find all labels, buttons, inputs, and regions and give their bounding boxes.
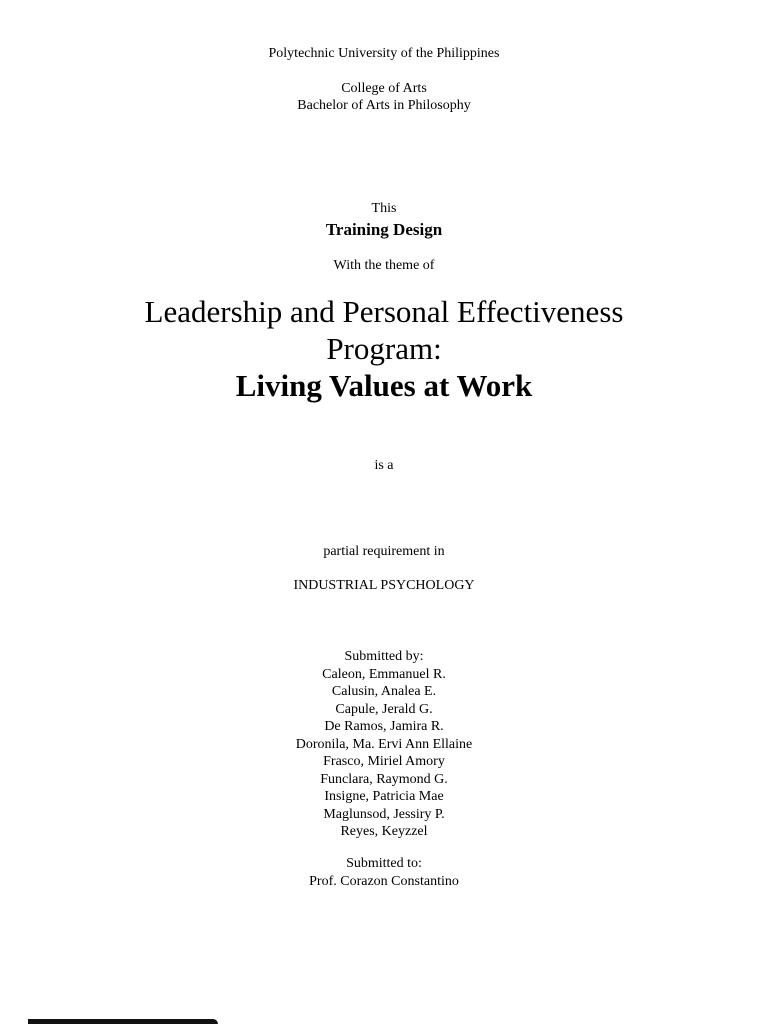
- page-edge-mark: [28, 1019, 218, 1024]
- submitter-name: Doronila, Ma. Ervi Ann Ellaine: [295, 736, 473, 752]
- submitter-name: Calusin, Analea E.: [331, 684, 437, 699]
- course-name: INDUSTRIAL PSYCHOLOGY: [293, 578, 475, 593]
- theme-lead: With the theme of: [333, 258, 435, 273]
- program-name: Bachelor of Arts in Philosophy: [297, 98, 471, 113]
- submitter-name: Capule, Jerald G.: [335, 701, 433, 717]
- college-name: College of Arts: [341, 81, 427, 96]
- document-title-line-2: Program:: [326, 331, 442, 366]
- submitter-name: Maglunsod, Jessiry P.: [323, 806, 445, 822]
- submitter-name: Frasco, Miriel Amory: [323, 754, 445, 769]
- partial-requirement-text: partial requirement in: [323, 544, 445, 559]
- submitter-name: Insigne, Patricia Mae: [324, 789, 444, 804]
- training-design-label: Training Design: [325, 220, 443, 239]
- submitter-name: Funclara, Raymond G.: [320, 771, 448, 787]
- intro-this: This: [371, 201, 397, 216]
- submitted-by-block: [0, 648, 768, 841]
- submitter-name: Reyes, Keyzzel: [340, 824, 428, 839]
- professor-name: Prof. Corazon Constantino: [309, 874, 459, 889]
- document-subtitle: Living Values at Work: [235, 368, 533, 403]
- university-name: Polytechnic University of the Philippines: [268, 46, 500, 61]
- document-title-line-1: Leadership and Personal Effectiveness: [144, 294, 624, 329]
- is-a-text: is a: [374, 458, 394, 473]
- submitter-name: De Ramos, Jamira R.: [324, 719, 444, 734]
- submitter-name: Caleon, Emmanuel R.: [322, 666, 446, 682]
- submitted-by-label: Submitted by:: [344, 649, 424, 664]
- submitted-to-label: Submitted to:: [346, 856, 422, 871]
